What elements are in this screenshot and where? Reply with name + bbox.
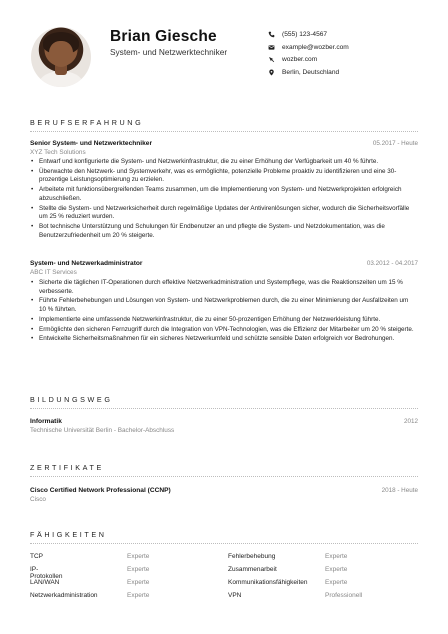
certificate-title: Cisco Certified Network Professional (CCNP) xyxy=(30,487,171,494)
phone-icon xyxy=(268,31,282,38)
section-divider xyxy=(30,408,418,409)
avatar xyxy=(31,27,91,87)
skill-name: TCP xyxy=(30,553,43,560)
education-title: Informatik xyxy=(30,418,62,425)
skill-level: Experte xyxy=(127,579,150,586)
list-item: • Ermöglichte den sicheren Fernzugriff durch die Integration von VPN-Technologien, was die Effizienz der Mitarbeiter um 20 % steigerte. xyxy=(30,326,416,335)
skill-name: LAN/WAN xyxy=(30,579,60,586)
contact-phone-text: (555) 123-4567 xyxy=(282,30,328,38)
list-item: • Arbeitete mit funktionsübergreifenden Teams zusammen, um die Implementierung von System- und Netzwerkprojekten erfolgreich abzuschließen. xyxy=(30,186,416,203)
skill-name: Fehlerbehebung xyxy=(228,553,276,560)
certificate-issuer: Cisco xyxy=(30,496,46,503)
list-item: • Führte Fehlerbehebungen und Lösungen von System- und Netzwerkproblemen durch, die zu einer Minimierung der Ausfallzeiten um 10 % führten. xyxy=(30,297,416,314)
skill-level: Experte xyxy=(127,592,150,599)
section-title-education: BILDUNGSWEG xyxy=(30,395,113,404)
job-title: Senior System- und Netzwerktechniker xyxy=(30,140,153,147)
list-item: • Sicherte die täglichen IT-Operationen durch effektive Netzwerkadministration und Systempflege, was die Reaktionszeiten um 15 % verbesserte. xyxy=(30,279,416,296)
email-icon xyxy=(268,44,282,51)
list-item: • Bot technische Unterstützung und Schulungen für Endbenutzer an und pflegte die System- und Netzdokumentation, was die Benutzerzufriedenheit um 20 % steigerte. xyxy=(30,223,416,240)
skill-name: Netzwerkadministration xyxy=(30,592,98,599)
section-divider xyxy=(30,131,418,132)
skill-level: Experte xyxy=(325,579,348,586)
contact-list xyxy=(268,28,349,79)
contact-email[interactable] xyxy=(268,41,349,54)
skill-level: Experte xyxy=(127,566,150,573)
section-title-experience: BERUFSERFAHRUNG xyxy=(30,118,144,127)
job-title: System- und Netzwerkadministrator xyxy=(30,260,143,267)
list-item: • Stellte die System- und Netzwerksicherheit durch regelmäßige Updates der Antivirenlösungen sicher, wodurch die Sicherheitsvorfälle um 25 % reduziert wurden. xyxy=(30,205,416,222)
person-role: System- und Netzwerktechniker xyxy=(110,47,228,57)
skill-level: Experte xyxy=(325,566,348,573)
link-icon xyxy=(268,56,282,63)
contact-phone[interactable] xyxy=(268,28,349,41)
person-name: Brian Giesche xyxy=(110,28,217,45)
list-item: • Implementierte eine umfassende Netzwerkinfrastruktur, die zu einer 50-prozentigen Erhöhung der Netzwerkleistung führte. xyxy=(30,316,416,325)
location-icon xyxy=(268,69,282,76)
job-dates: 03.2012 - 04.2017 xyxy=(366,260,418,267)
job-dates: 05.2017 - Heute xyxy=(372,140,418,147)
skill-level: Experte xyxy=(127,553,150,560)
job-company: XYZ Tech Solutions xyxy=(30,149,86,156)
education-detail: Technische Universität Berlin - Bachelor-Abschluss xyxy=(30,427,175,434)
resume-header xyxy=(0,0,448,104)
section-title-skills: FÄHIGKEITEN xyxy=(30,530,107,539)
list-item: • Entwarf und konfigurierte die System- und Netzwerkinfrastruktur, die zu einer Erhöhung der Verfügbarkeit um 40 % führte. xyxy=(30,158,416,167)
contact-location xyxy=(268,66,349,79)
job-bullets xyxy=(30,279,416,345)
section-divider xyxy=(30,476,418,477)
contact-location-text: Berlin, Deutschland xyxy=(282,69,340,77)
contact-website-text: wozber.com xyxy=(282,56,318,64)
contact-email-text: example@wozber.com xyxy=(282,43,349,51)
section-title-certificates: ZERTIFIKATE xyxy=(30,463,104,472)
skill-name: VPN xyxy=(228,592,242,599)
contact-website[interactable] xyxy=(268,54,349,67)
section-divider xyxy=(30,543,418,544)
list-item: • Überwachte den Netzwerk- und Systemverkehr, was es ermöglichte, potenzielle Probleme proaktiv zu identifizieren und eine 30-prozentige Leistungsoptimierung zu erzielen. xyxy=(30,168,416,185)
list-item: • Entwickelte Sicherheitsmaßnahmen für ein sicheres Netzwerkumfeld und schützte sensible Daten erfolgreich vor Bedrohungen. xyxy=(30,335,416,344)
job-company: ABC IT Services xyxy=(30,269,77,276)
skill-level: Experte xyxy=(325,553,348,560)
skill-name: IP-Protokollen xyxy=(30,566,63,580)
skill-name: Zusammenarbeit xyxy=(228,566,277,573)
skill-name: Kommunikationsfähigkeiten xyxy=(228,579,308,586)
job-bullets xyxy=(30,158,416,241)
education-year: 2012 xyxy=(403,418,418,425)
certificate-dates: 2018 - Heute xyxy=(381,487,418,494)
skill-level: Professionell xyxy=(325,592,363,599)
